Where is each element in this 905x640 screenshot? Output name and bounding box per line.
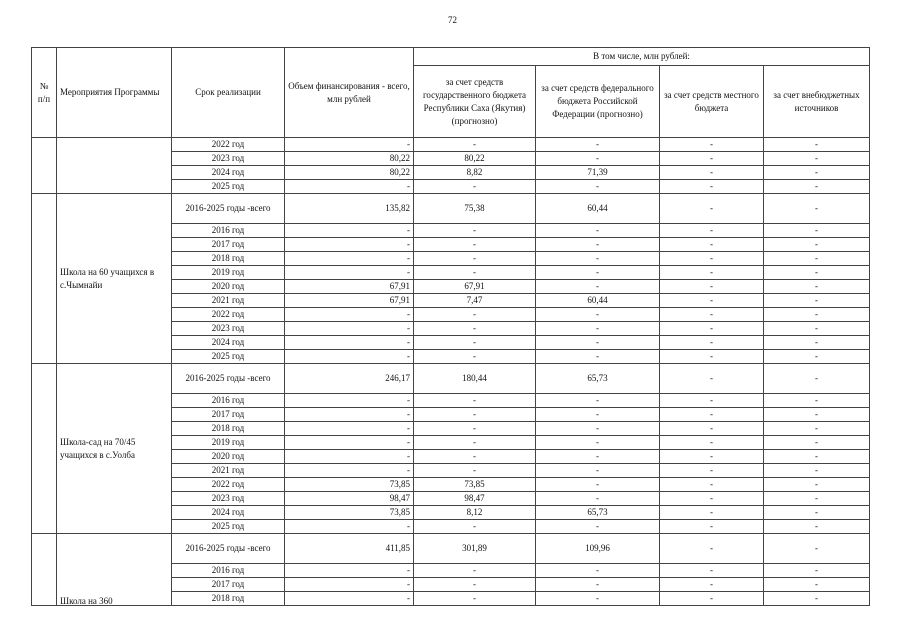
regional-value-cell: - [414,336,536,350]
local-value-cell: - [660,308,764,322]
regional-value-cell: - [414,422,536,436]
extra-value-cell: - [764,520,870,534]
row-number-cell [32,194,57,364]
total-value-cell: - [285,422,414,436]
header-regional: за счет средств государственного бюджета Республики Саха (Якутия) (прогнозно) [414,66,536,138]
extra-value-cell: - [764,180,870,194]
federal-value-cell: - [536,464,660,478]
extra-value-cell: - [764,138,870,152]
total-value-cell: - [285,464,414,478]
regional-value-cell: - [414,592,536,606]
extra-value-cell: - [764,422,870,436]
extra-value-cell: - [764,492,870,506]
regional-value-cell: - [414,464,536,478]
period-cell: 2018 год [172,422,285,436]
total-value-cell: 73,85 [285,478,414,492]
extra-value-cell: - [764,350,870,364]
federal-value-cell: - [536,252,660,266]
regional-value-cell: - [414,138,536,152]
local-value-cell: - [660,422,764,436]
regional-value-cell: 80,22 [414,152,536,166]
period-cell: 2016-2025 годы -всего [172,364,285,394]
period-cell: 2023 год [172,152,285,166]
total-value-cell: - [285,252,414,266]
regional-value-cell: - [414,578,536,592]
period-cell: 2020 год [172,450,285,464]
total-value-cell: - [285,578,414,592]
federal-value-cell: - [536,266,660,280]
local-value-cell: - [660,450,764,464]
local-value-cell: - [660,506,764,520]
regional-value-cell: - [414,252,536,266]
federal-value-cell: - [536,350,660,364]
regional-value-cell: - [414,322,536,336]
local-value-cell: - [660,194,764,224]
local-value-cell: - [660,322,764,336]
extra-value-cell: - [764,592,870,606]
event-name-cell [57,138,172,194]
regional-value-cell: - [414,180,536,194]
period-cell: 2024 год [172,506,285,520]
federal-value-cell: - [536,422,660,436]
extra-value-cell: - [764,450,870,464]
period-cell: 2016 год [172,224,285,238]
local-value-cell: - [660,394,764,408]
period-cell: 2023 год [172,492,285,506]
federal-value-cell: - [536,492,660,506]
regional-value-cell: 8,82 [414,166,536,180]
local-value-cell: - [660,252,764,266]
federal-value-cell: - [536,520,660,534]
period-cell: 2022 год [172,138,285,152]
extra-value-cell: - [764,394,870,408]
regional-value-cell: 7,47 [414,294,536,308]
total-value-cell: 135,82 [285,194,414,224]
total-value-cell: 73,85 [285,506,414,520]
total-value-cell: 411,85 [285,534,414,564]
period-cell: 2022 год [172,478,285,492]
total-value-cell: - [285,138,414,152]
federal-value-cell: - [536,280,660,294]
regional-value-cell: - [414,394,536,408]
extra-value-cell: - [764,294,870,308]
local-value-cell: - [660,350,764,364]
period-cell: 2017 год [172,408,285,422]
period-cell: 2023 год [172,322,285,336]
total-value-cell: - [285,592,414,606]
regional-value-cell: - [414,450,536,464]
extra-value-cell: - [764,336,870,350]
total-value-cell: - [285,308,414,322]
extra-value-cell: - [764,436,870,450]
total-value-cell: - [285,408,414,422]
total-value-cell: - [285,436,414,450]
federal-value-cell: - [536,308,660,322]
period-cell: 2016 год [172,564,285,578]
period-cell: 2016-2025 годы -всего [172,194,285,224]
header-federal: за счет средств федерального бюджета Российской Федерации (прогнозно) [536,66,660,138]
regional-value-cell: 98,47 [414,492,536,506]
table-row-total [32,364,870,394]
extra-value-cell: - [764,194,870,224]
table-row [32,138,870,152]
header-including: В том числе, млн рублей: [414,48,870,66]
federal-value-cell: 109,96 [536,534,660,564]
extra-value-cell: - [764,408,870,422]
federal-value-cell: - [536,238,660,252]
total-value-cell: - [285,394,414,408]
total-value-cell: - [285,520,414,534]
header-num: № п/п [32,48,57,138]
period-cell: 2017 год [172,578,285,592]
header-row-top [32,48,870,66]
extra-value-cell: - [764,152,870,166]
federal-value-cell: - [536,564,660,578]
period-cell: 2024 год [172,336,285,350]
regional-value-cell: - [414,308,536,322]
period-cell: 2025 год [172,520,285,534]
extra-value-cell: - [764,252,870,266]
total-value-cell: - [285,322,414,336]
table-body [32,138,870,606]
period-cell: 2021 год [172,464,285,478]
total-value-cell: - [285,180,414,194]
row-number-cell [32,138,57,194]
federal-value-cell: - [536,138,660,152]
period-cell: 2021 год [172,294,285,308]
federal-value-cell: - [536,436,660,450]
federal-value-cell: - [536,224,660,238]
header-local: за счет средств местного бюджета [660,66,764,138]
total-value-cell: 80,22 [285,152,414,166]
local-value-cell: - [660,266,764,280]
regional-value-cell: 67,91 [414,280,536,294]
extra-value-cell: - [764,578,870,592]
local-value-cell: - [660,138,764,152]
regional-value-cell: 180,44 [414,364,536,394]
period-cell: 2018 год [172,252,285,266]
local-value-cell: - [660,408,764,422]
extra-value-cell: - [764,464,870,478]
period-cell: 2017 год [172,238,285,252]
local-value-cell: - [660,224,764,238]
period-cell: 2018 год [172,592,285,606]
local-value-cell: - [660,564,764,578]
header-event: Мероприятия Программы [57,48,172,138]
regional-value-cell: - [414,436,536,450]
regional-value-cell: - [414,350,536,364]
period-cell: 2020 год [172,280,285,294]
row-number-cell [32,534,57,606]
extra-value-cell: - [764,224,870,238]
federal-value-cell: - [536,592,660,606]
federal-value-cell: 65,73 [536,506,660,520]
period-cell: 2022 год [172,308,285,322]
local-value-cell: - [660,464,764,478]
extra-value-cell: - [764,534,870,564]
regional-value-cell: 8,12 [414,506,536,520]
federal-value-cell: 60,44 [536,194,660,224]
local-value-cell: - [660,534,764,564]
extra-value-cell: - [764,280,870,294]
event-name-cell: Школа-сад на 70/45 учащихся в с.Уолба [57,364,172,534]
local-value-cell: - [660,152,764,166]
local-value-cell: - [660,180,764,194]
federal-value-cell: - [536,394,660,408]
header-total: Объем финансирования - всего, млн рублей [285,48,414,138]
header-extra: за счет внебюджетных источников [764,66,870,138]
extra-value-cell: - [764,266,870,280]
total-value-cell: - [285,238,414,252]
period-cell: 2025 год [172,180,285,194]
federal-value-cell: - [536,408,660,422]
local-value-cell: - [660,520,764,534]
local-value-cell: - [660,364,764,394]
financing-table [31,47,870,606]
regional-value-cell: - [414,520,536,534]
federal-value-cell: - [536,478,660,492]
period-cell: 2025 год [172,350,285,364]
federal-value-cell: - [536,180,660,194]
local-value-cell: - [660,166,764,180]
page-number: 72 [448,15,457,25]
extra-value-cell: - [764,564,870,578]
event-name-cell: Школа на 360 [57,534,172,606]
regional-value-cell: - [414,564,536,578]
federal-value-cell: - [536,336,660,350]
federal-value-cell: - [536,578,660,592]
total-value-cell: 67,91 [285,280,414,294]
period-cell: 2019 год [172,436,285,450]
regional-value-cell: - [414,266,536,280]
total-value-cell: - [285,336,414,350]
header-period: Срок реализации [172,48,285,138]
local-value-cell: - [660,492,764,506]
total-value-cell: - [285,224,414,238]
period-cell: 2016-2025 годы -всего [172,534,285,564]
local-value-cell: - [660,578,764,592]
federal-value-cell: - [536,322,660,336]
extra-value-cell: - [764,364,870,394]
regional-value-cell: - [414,224,536,238]
federal-value-cell: - [536,152,660,166]
federal-value-cell: 71,39 [536,166,660,180]
extra-value-cell: - [764,238,870,252]
extra-value-cell: - [764,166,870,180]
regional-value-cell: - [414,408,536,422]
extra-value-cell: - [764,322,870,336]
total-value-cell: - [285,266,414,280]
local-value-cell: - [660,238,764,252]
extra-value-cell: - [764,478,870,492]
total-value-cell: 246,17 [285,364,414,394]
table-row-total [32,534,870,564]
table-row-total [32,194,870,224]
row-number-cell [32,364,57,534]
local-value-cell: - [660,294,764,308]
period-cell: 2019 год [172,266,285,280]
regional-value-cell: 73,85 [414,478,536,492]
period-cell: 2024 год [172,166,285,180]
local-value-cell: - [660,280,764,294]
event-name-cell: Школа на 60 учащихся в с.Чымнайи [57,194,172,364]
period-cell: 2016 год [172,394,285,408]
federal-value-cell: 65,73 [536,364,660,394]
total-value-cell: 98,47 [285,492,414,506]
total-value-cell: 80,22 [285,166,414,180]
local-value-cell: - [660,478,764,492]
regional-value-cell: 301,89 [414,534,536,564]
local-value-cell: - [660,336,764,350]
federal-value-cell: - [536,450,660,464]
federal-value-cell: 60,44 [536,294,660,308]
extra-value-cell: - [764,506,870,520]
local-value-cell: - [660,592,764,606]
total-value-cell: - [285,564,414,578]
extra-value-cell: - [764,308,870,322]
total-value-cell: - [285,450,414,464]
regional-value-cell: 75,38 [414,194,536,224]
total-value-cell: - [285,350,414,364]
local-value-cell: - [660,436,764,450]
total-value-cell: 67,91 [285,294,414,308]
regional-value-cell: - [414,238,536,252]
